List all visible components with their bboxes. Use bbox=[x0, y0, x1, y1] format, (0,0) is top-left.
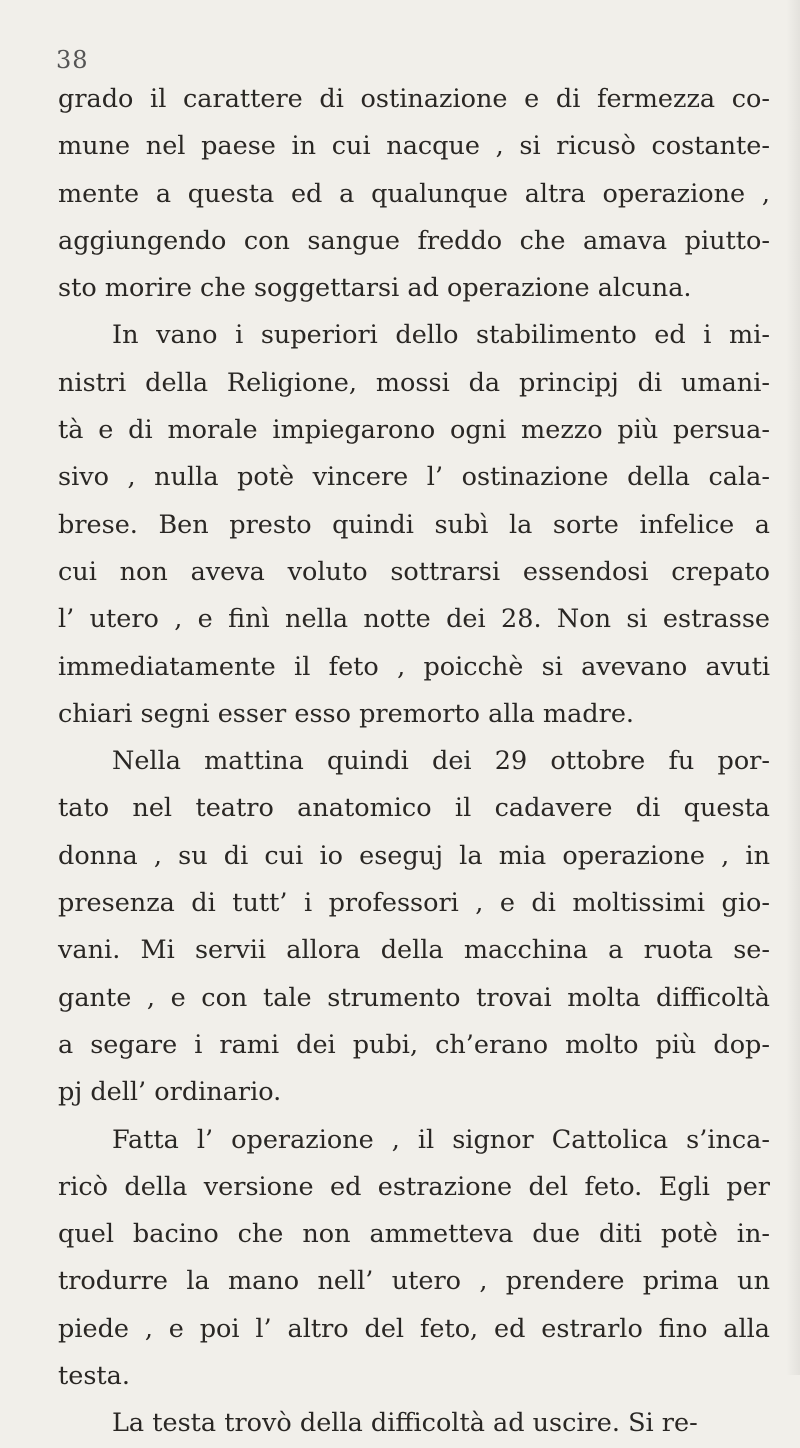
page-edge-shadow bbox=[786, 0, 800, 1375]
text-line: nistri della Religione, mossi da principj di umani- bbox=[58, 367, 770, 398]
text-line: gante , e con tale strumento trovai molta difficoltà bbox=[58, 982, 770, 1013]
text-line: ricò della versione ed estrazione del feto. Egli per bbox=[58, 1171, 770, 1202]
text-line: vani. Mi servii allora della macchina a ruota se- bbox=[58, 935, 770, 966]
text-line: donna , su di cui io eseguj la mia operazione , in bbox=[58, 840, 770, 871]
text-line: testa. bbox=[58, 1361, 130, 1392]
paragraph-start-line: In vano i superiori dello stabilimento ed i mi- bbox=[112, 320, 770, 351]
text-line: presenza di tutt’ i professori , e di moltissimi gio- bbox=[58, 888, 770, 919]
paragraph-start-line: Fatta l’ operazione , il signor Cattolica s’inca- bbox=[112, 1124, 770, 1155]
body-text bbox=[58, 76, 770, 1448]
text-line: mune nel paese in cui nacque , si ricusò costante- bbox=[58, 131, 770, 162]
paragraph-start-line: Nella mattina quindi dei 29 ottobre fu por- bbox=[112, 746, 770, 777]
text-line: grado il carattere di ostinazione e di fermezza co- bbox=[58, 84, 770, 114]
page-number: 38 bbox=[56, 46, 89, 74]
text-line: tà e di morale impiegarono ogni mezzo più persua- bbox=[58, 415, 770, 446]
text-line: immediatamente il feto , poicchè si avevano avuti bbox=[58, 651, 770, 682]
text-line: tato nel teatro anatomico il cadavere di questa bbox=[58, 793, 770, 824]
text-line: chiari segni esser esso premorto alla madre. bbox=[58, 698, 635, 729]
text-line: mente a questa ed a qualunque altra operazione , bbox=[58, 178, 770, 209]
text-line: aggiungendo con sangue freddo che amava piutto- bbox=[58, 225, 770, 256]
text-line: quel bacino che non ammetteva due diti potè in- bbox=[58, 1219, 770, 1250]
text-line: trodurre la mano nell’ utero , prendere prima un bbox=[58, 1266, 770, 1297]
text-line: l’ utero , e finì nella notte dei 28. Non si estrasse bbox=[58, 604, 770, 635]
text-line: brese. Ben presto quindi subì la sorte infelice a bbox=[58, 509, 770, 540]
text-line: sto morire che soggettarsi ad operazione alcuna. bbox=[58, 273, 692, 304]
text-line: a segare i rami dei pubi, ch’erano molto più dop- bbox=[58, 1029, 770, 1060]
text-line: cui non aveva voluto sottrarsi essendosi crepato bbox=[58, 556, 770, 587]
text-line: sivo , nulla potè vincere l’ ostinazione della cala- bbox=[58, 462, 770, 493]
paragraph-start-line: La testa trovò della difficoltà ad uscire. Si re- bbox=[112, 1408, 698, 1439]
text-line: pj dell’ ordinario. bbox=[58, 1077, 282, 1108]
text-line: piede , e poi l’ altro del feto, ed estrarlo fino alla bbox=[58, 1313, 770, 1344]
